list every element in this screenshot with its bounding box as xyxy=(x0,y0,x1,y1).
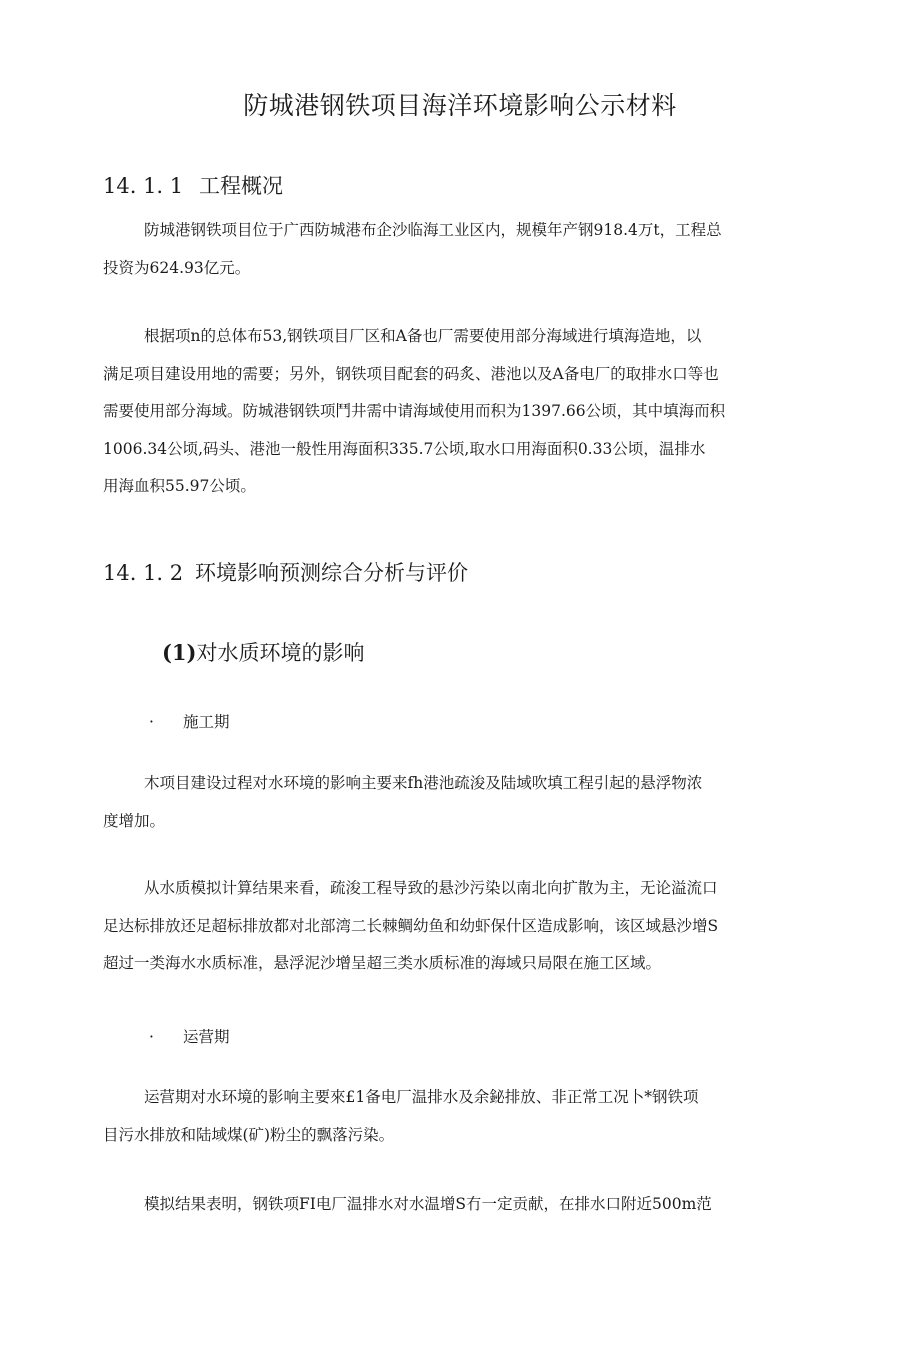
section-title: 工程概况 xyxy=(199,174,283,198)
paragraph-line: 度增加。 xyxy=(103,811,166,830)
paragraph-line: 投资为624.93亿元。 xyxy=(103,258,251,277)
paragraph-line: 用海血积55.97公顷。 xyxy=(103,477,256,495)
paragraph-line: 根据项n的总体布53,钢铁项目厂区和A备也厂需要使用部分海域进行填海造地，以 xyxy=(144,327,702,345)
bullet-dot: · xyxy=(149,713,154,731)
paragraph-line: 1006.34公顷,码头、港池一般性用海面积335.7公顷,取水口用海面积0.33公顷，温排水 xyxy=(103,439,706,458)
bullet-label: 施工期 xyxy=(183,713,230,731)
section-title: 环境影响预测综合分析与评价 xyxy=(195,561,468,585)
bullet-label: 运营期 xyxy=(183,1028,230,1046)
paragraph-simulation-results xyxy=(103,870,793,983)
paragraph-sea-area-use xyxy=(103,318,793,506)
subsection-number: (1) xyxy=(162,640,197,665)
section-number: 14. 1. 2 xyxy=(103,561,184,585)
bullet-dot: · xyxy=(149,1028,154,1046)
section-heading-14-1-1 xyxy=(103,170,283,200)
paragraph-overview xyxy=(103,212,793,287)
document-title: 防城港钢铁项目海洋环境影响公示材料 xyxy=(243,91,677,120)
paragraph-line: 木项目建设过程对水环境的影响主要来fh港池疏浚及陆域吹填工程引起的悬浮物浓 xyxy=(144,774,703,792)
paragraph-construction-impact xyxy=(103,765,793,840)
subsection-heading-water-quality xyxy=(162,637,364,667)
paragraph-line: 超过一类海水水质标准，悬浮泥沙增呈超三类水质标准的海域只局限在施工区域。 xyxy=(103,954,662,972)
paragraph-line: 目污水排放和陆域煤(矿)粉尘的飘落污染。 xyxy=(103,1125,395,1144)
paragraph-line: 防城港钢铁项目位于广西防城港布企沙临海工业区内，规模年产钢918.4万t，工程总 xyxy=(144,221,722,239)
paragraph-thermal-discharge xyxy=(103,1186,793,1224)
paragraph-operation-impact xyxy=(103,1079,793,1154)
paragraph-line: 模拟结果表明，钢铁项FI电厂温排水对水温增S冇一定贡献，在排水口附近500m范 xyxy=(144,1195,712,1213)
paragraph-line: 满足项目建设用地的需要；另外，钢铁项目配套的码炙、港池以及A备电厂的取排水口等也 xyxy=(103,364,719,383)
bullet-operation-period xyxy=(149,1025,230,1047)
paragraph-line: 足达标排放还足超标排放都对北部湾二长棘鲷幼鱼和幼虾保什区造成影响，该区域悬沙增S xyxy=(103,916,719,935)
section-heading-14-1-2 xyxy=(103,557,468,587)
paragraph-line: 从水质模拟计算结果来看，疏浚工程导致的悬沙污染以南北向扩散为主，无论溢流口 xyxy=(144,879,718,897)
section-number: 14. 1. 1 xyxy=(103,174,184,198)
subsection-title: 对水质环境的影响 xyxy=(196,641,365,665)
bullet-construction-period xyxy=(149,710,230,732)
paragraph-line: 需要使用部分海域。防城港钢铁项鬥井需中请海域使用而积为1397.66公顷，其中填海而积 xyxy=(103,402,726,420)
paragraph-line: 运营期对水环境的影响主要來£1备电厂温排水及余鉍排放、非正常工况卜*钢铁项 xyxy=(144,1088,699,1106)
